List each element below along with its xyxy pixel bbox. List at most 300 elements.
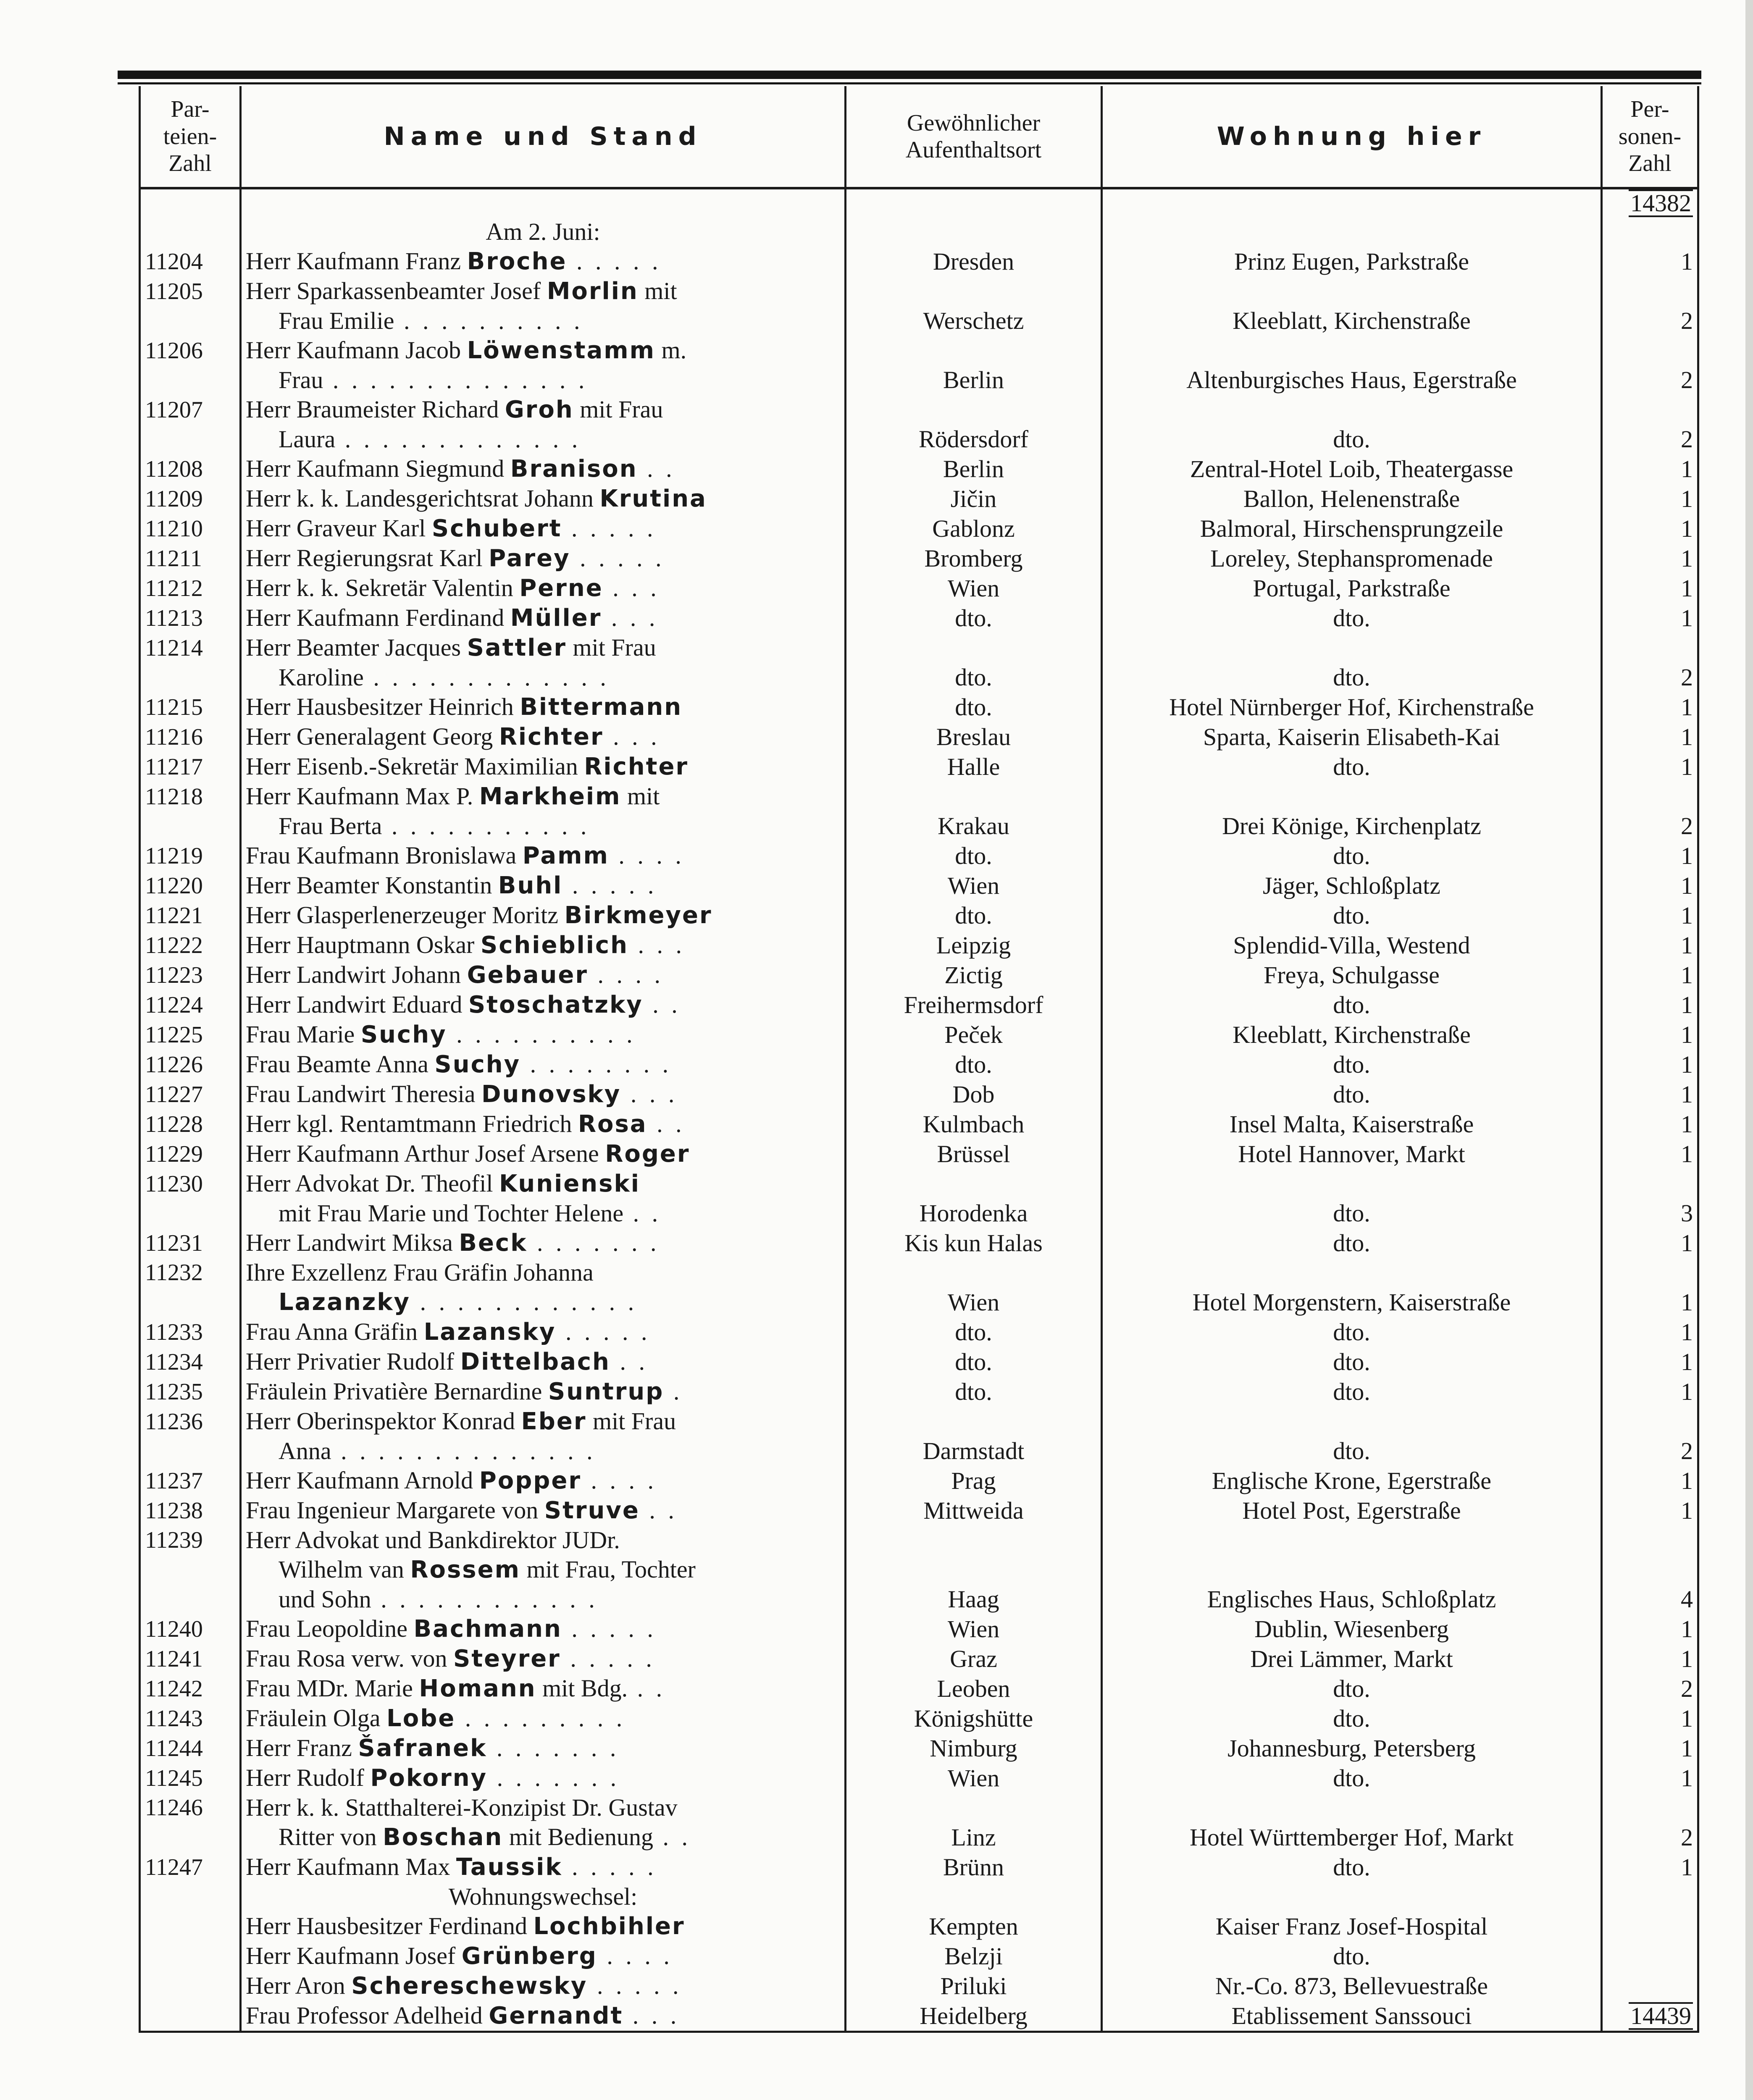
table-row (140, 1793, 1698, 1822)
cell-name-und-stand (241, 1347, 846, 1377)
name-text: Herr Hauptmann Oskar (246, 931, 481, 958)
cell-name-und-stand (241, 1228, 846, 1258)
cell-party-number: 11218 (140, 782, 241, 811)
name-text: Herr Kaufmann Ferdinand (246, 604, 510, 631)
surname: Taussik (456, 1853, 562, 1881)
cell-name-und-stand (241, 1585, 846, 1614)
cell-wohnung: Drei Könige, Kirchenplatz (1102, 811, 1602, 841)
cell-aufenthaltsort (846, 1555, 1102, 1585)
cell-party-number: 11225 (140, 1020, 241, 1050)
header-personen-zahl (1602, 86, 1698, 188)
cell-wohnung: Splendid-Villa, Westend (1102, 930, 1602, 960)
table-row (140, 960, 1698, 990)
surname: Rosa (578, 1110, 647, 1138)
cell-aufenthaltsort: Wien (846, 1614, 1102, 1644)
cell-aufenthaltsort: Krakau (846, 811, 1102, 841)
section-row (140, 217, 1698, 247)
leader-dots: . . (623, 1200, 662, 1227)
header-ort-line2: Aufenthaltsort (905, 137, 1042, 163)
cell-personen (1602, 1169, 1698, 1199)
table-row (140, 900, 1698, 930)
cell-wohn (1102, 1882, 1602, 1911)
cell-personen: 1 (1602, 1347, 1698, 1377)
section-heading: Wohnungswechsel: (241, 1882, 846, 1911)
cell-personen: 1 (1602, 247, 1698, 276)
surname: Stoschatzky (468, 991, 643, 1018)
table-row (140, 306, 1698, 336)
cell-personen: 1 (1602, 1704, 1698, 1733)
cell-wohnung: Freya, Schulgasse (1102, 960, 1602, 990)
cell-party-number (140, 1287, 241, 1317)
header-ort-line1: Gewöhnlicher (907, 110, 1041, 136)
cell-nr (140, 1882, 241, 1911)
cell-party-number: 11221 (140, 900, 241, 930)
cell-aufenthaltsort: Freihermsdorf (846, 990, 1102, 1020)
surname: Popper (479, 1467, 581, 1494)
cell-aufenthaltsort (846, 1793, 1102, 1822)
cell-name-und-stand (241, 365, 846, 395)
table-row (140, 1525, 1698, 1555)
table-row (140, 1169, 1698, 1199)
cell-aufenthaltsort: Berlin (846, 454, 1102, 484)
cell-pers (1602, 1882, 1698, 1911)
cell-party-number: 11242 (140, 1674, 241, 1704)
cell-wohnung: dto. (1102, 425, 1602, 454)
table-row (140, 365, 1698, 395)
cell-party-number: 11223 (140, 960, 241, 990)
name-text: Fräulein Olga (246, 1704, 387, 1732)
name-text: Frau Anna Gräfin (246, 1318, 424, 1345)
name-text: Herr k. k. Landesgerichtsrat Johann (246, 485, 600, 512)
cell-personen: 2 (1602, 425, 1698, 454)
cell-name-und-stand (241, 1139, 846, 1169)
header-nr-line2: teien- (163, 123, 217, 150)
cell-wohnung: Englisches Haus, Schloßplatz (1102, 1585, 1602, 1614)
cell-wohnung: dto. (1102, 1674, 1602, 1704)
cell-pers (1602, 217, 1698, 247)
surname: Steyrer (453, 1645, 561, 1672)
table-row (140, 1287, 1698, 1317)
table-row (140, 1555, 1698, 1585)
name-text: Herr Generalagent Georg (246, 723, 499, 750)
header-nr-line1: Par- (171, 96, 210, 123)
name-text: Laura (279, 425, 336, 453)
name-text: Frau Ingenieur Margarete von (246, 1496, 544, 1524)
table-row (140, 573, 1698, 603)
leader-dots: . . (639, 1496, 678, 1524)
surname: Gernandt (489, 2002, 623, 2029)
name-text: Frau (279, 366, 323, 394)
table-body (140, 188, 1698, 2032)
table-row (140, 1941, 1698, 1971)
cell-name-und-stand (241, 1852, 846, 1882)
name-text: Herr Beamter Jacques (246, 634, 467, 661)
leader-dots: . . . . . (556, 1318, 651, 1345)
surname: Groh (505, 396, 574, 423)
cell-aufenthaltsort: Brüssel (846, 1139, 1102, 1169)
name-suffix: mit (638, 277, 677, 304)
cell-wohnung (1102, 276, 1602, 306)
cell-name (241, 188, 846, 217)
leader-dots: . (664, 1378, 683, 1405)
cell-personen: 1 (1602, 1079, 1698, 1109)
cell-wohnung (1102, 1525, 1602, 1555)
cell-wohnung: Zentral-Hotel Loib, Theatergasse (1102, 454, 1602, 484)
cell-wohnung: Hotel Württemberger Hof, Markt (1102, 1822, 1602, 1852)
leader-dots: . . . . . . . . . (455, 1704, 626, 1732)
cell-personen: 1 (1602, 1109, 1698, 1139)
name-suffix: mit (621, 782, 660, 810)
header-pers-line2: sonen- (1618, 123, 1682, 150)
cell-party-number (140, 425, 241, 454)
cell-party-number: 11231 (140, 1228, 241, 1258)
surname: Parey (489, 545, 570, 572)
cell-personen: 1 (1602, 1377, 1698, 1407)
cell-name-und-stand (241, 514, 846, 543)
surname: Grünberg (461, 1942, 597, 1970)
name-text: Fräulein Privatière Bernardine (246, 1378, 548, 1405)
leader-dots: . . (637, 455, 675, 482)
cell-aufenthaltsort: Darmstadt (846, 1436, 1102, 1466)
cell-personen (1602, 1258, 1698, 1287)
cell-personen: 1 (1602, 722, 1698, 752)
cell-wohnung: dto. (1102, 1852, 1602, 1882)
cell-party-number: 11246 (140, 1793, 241, 1822)
cell-personen: 2 (1602, 365, 1698, 395)
table-row (140, 514, 1698, 543)
cell-personen: 1 (1602, 990, 1698, 1020)
table-row (140, 930, 1698, 960)
surname: Beck (459, 1229, 528, 1257)
name-text: Herr Graveur Karl (246, 514, 432, 542)
cell-aufenthaltsort (846, 1525, 1102, 1555)
table-row (140, 871, 1698, 900)
table-row (140, 1228, 1698, 1258)
cell-name-und-stand (241, 247, 846, 276)
name-suffix: mit Frau (573, 396, 663, 423)
table-row (140, 1109, 1698, 1139)
table-row (140, 1347, 1698, 1377)
cell-party-number (140, 1941, 241, 1971)
table-row (140, 1020, 1698, 1050)
cell-party-number: 11232 (140, 1258, 241, 1287)
cell-party-number: 11209 (140, 484, 241, 514)
table-row (140, 276, 1698, 306)
top-rule (118, 71, 1701, 79)
cell-name-und-stand (241, 1258, 846, 1287)
surname: Pamm (522, 842, 609, 869)
cell-aufenthaltsort (846, 395, 1102, 425)
header-wohnung-hier: Wohnung hier (1102, 86, 1602, 188)
table-row (140, 990, 1698, 1020)
surname: Markheim (479, 783, 621, 810)
cell-personen: 1 (1602, 603, 1698, 633)
leader-dots: . . . . . (562, 1853, 657, 1880)
cell-personen: 2 (1602, 306, 1698, 336)
surname: Broche (467, 248, 567, 275)
name-text: Herr Kaufmann Arthur Josef Arsene (246, 1140, 605, 1167)
cell-wohnung (1102, 1407, 1602, 1436)
leader-dots: . . . (621, 1080, 678, 1108)
name-text: Herr kgl. Rentamtmann Friedrich (246, 1110, 578, 1137)
cell-party-number: 11244 (140, 1733, 241, 1763)
cell-personen: 1 (1602, 573, 1698, 603)
leader-dots: . . . . . . . . . . . . . . (331, 1437, 596, 1465)
name-text: Herr Glasperlenerzeuger Moritz (246, 901, 565, 929)
cell-wohnung: dto. (1102, 663, 1602, 692)
cell-wohnung: Hotel Post, Egerstraße (1102, 1496, 1602, 1525)
cell-wohnung: dto. (1102, 1347, 1602, 1377)
name-text: Herr Rudolf (246, 1764, 371, 1791)
table-row (140, 395, 1698, 425)
cell-aufenthaltsort: Dob (846, 1079, 1102, 1109)
cell-party-number: 11233 (140, 1317, 241, 1347)
cell-party-number (140, 811, 241, 841)
name-suffix: mit Bdg. (536, 1675, 628, 1702)
cell-personen: 1 (1602, 1852, 1698, 1882)
cell-party-number: 11204 (140, 247, 241, 276)
cell-aufenthaltsort: dto. (846, 663, 1102, 692)
cell-personen: 1 (1602, 454, 1698, 484)
surname: Suchy (434, 1051, 521, 1078)
cell-aufenthaltsort: Graz (846, 1644, 1102, 1674)
cell-party-number: 11219 (140, 841, 241, 871)
table-row (140, 752, 1698, 782)
cell-name-und-stand (241, 1199, 846, 1228)
cell-aufenthaltsort: dto. (846, 900, 1102, 930)
name-text: Frau Kaufmann Bronislawa (246, 842, 523, 869)
name-text: Frau Emilie (279, 307, 394, 334)
cell-name-und-stand (241, 1644, 846, 1674)
cell-personen: 1 (1602, 692, 1698, 722)
name-text: Frau Landwirt Theresia (246, 1080, 482, 1108)
table-row (140, 247, 1698, 276)
name-text: Herr Beamter Konstantin (246, 872, 498, 899)
name-text: Herr Kaufmann Arnold (246, 1467, 479, 1494)
header-nr-line3: Zahl (168, 150, 212, 177)
cell-name-und-stand (241, 811, 846, 841)
cell-wohnung (1102, 336, 1602, 365)
name-text: Herr Hausbesitzer Heinrich (246, 693, 520, 720)
cell-name-und-stand (241, 1020, 846, 1050)
table-row (140, 1496, 1698, 1525)
cell-party-number: 11213 (140, 603, 241, 633)
cell-aufenthaltsort: dto. (846, 603, 1102, 633)
cell-wohnung: Sparta, Kaiserin Elisabeth-Kai (1102, 722, 1602, 752)
cell-personen: 1 (1602, 1228, 1698, 1258)
cell-aufenthaltsort: dto. (846, 1377, 1102, 1407)
cell-party-number: 11238 (140, 1496, 241, 1525)
cell-name-und-stand (241, 1287, 846, 1317)
surname: Lazanzky (279, 1289, 411, 1316)
cell-aufenthaltsort: Leipzig (846, 930, 1102, 960)
cell-personen: 1 (1602, 871, 1698, 900)
name-text: Herr Eisenb.-Sekretär Maximilian (246, 753, 584, 780)
leader-dots: . . . . . . . . . . (447, 1021, 636, 1048)
leader-dots: . . . . . (562, 514, 657, 542)
name-text: Herr Kaufmann Jacob (246, 336, 467, 364)
surname: Boschan (383, 1824, 503, 1851)
cell-party-number: 11227 (140, 1079, 241, 1109)
surname: Morlin (547, 278, 639, 305)
cell-personen: 1 (1602, 960, 1698, 990)
cell-personen: 1 (1602, 1139, 1698, 1169)
name-text: Herr Franz (246, 1734, 358, 1761)
cell-aufenthaltsort: Wien (846, 1287, 1102, 1317)
table-row (140, 1377, 1698, 1407)
leader-dots: . . (610, 1348, 648, 1375)
cell-party-number: 11215 (140, 692, 241, 722)
surname: Schieblich (480, 932, 628, 959)
cell-name-und-stand (241, 692, 846, 722)
cell-wohnung: dto. (1102, 1763, 1602, 1793)
cell-wohnung: Nr.-Co. 873, Bellevuestraße (1102, 1971, 1602, 2001)
cell-personen: 2 (1602, 663, 1698, 692)
name-text: Herr Landwirt Johann (246, 961, 467, 988)
cell-name-und-stand (241, 1704, 846, 1733)
cell-personen (1602, 782, 1698, 811)
cell-personen: 1 (1602, 1020, 1698, 1050)
name-text: Herr Kaufmann Franz (246, 247, 467, 275)
cell-wohnung (1102, 1793, 1602, 1822)
name-text: Herr Hausbesitzer Ferdinand (246, 1912, 534, 1940)
cell-wohnung: Kleeblatt, Kirchenstraße (1102, 306, 1602, 336)
carry-in-total: 14382 (1629, 189, 1693, 217)
cell-personen: 1 (1602, 1644, 1698, 1674)
surname: Bachmann (413, 1615, 562, 1643)
cell-aufenthaltsort: Peček (846, 1020, 1102, 1050)
cell-party-number: 11208 (140, 454, 241, 484)
name-text: Frau Beamte Anna (246, 1050, 435, 1078)
table-row (140, 692, 1698, 722)
cell-name-und-stand (241, 1466, 846, 1496)
cell-party-number: 11229 (140, 1139, 241, 1169)
cell-wohnung: dto. (1102, 841, 1602, 871)
cell-party-number (140, 663, 241, 692)
table-row (140, 2001, 1698, 2032)
cell-name-und-stand (241, 1525, 846, 1555)
header-pers-line3: Zahl (1628, 150, 1672, 177)
cell-name-und-stand (241, 2001, 846, 2032)
name-text: Herr Landwirt Eduard (246, 991, 468, 1018)
leader-dots: . . . . . . . . . . . . . . (323, 366, 588, 394)
cell-personen: 1 (1602, 1287, 1698, 1317)
cell-ort (846, 217, 1102, 247)
cell-wohnung (1102, 395, 1602, 425)
cell-aufenthaltsort: dto. (846, 1050, 1102, 1079)
cell-aufenthaltsort: Wien (846, 871, 1102, 900)
leader-dots: . . . . (581, 1467, 657, 1494)
surname: Lazansky (423, 1318, 556, 1346)
name-text: Herr Kaufmann Josef (246, 1942, 462, 1969)
cell-aufenthaltsort: Priluki (846, 1971, 1102, 2001)
cell-party-number: 11243 (140, 1704, 241, 1733)
name-text: Herr Landwirt Miksa (246, 1229, 459, 1256)
cell-party-number (140, 1822, 241, 1852)
table-row (140, 1258, 1698, 1287)
cell-party-number: 11228 (140, 1109, 241, 1139)
surname: Bittermann (520, 693, 683, 721)
cell-party-number (140, 365, 241, 395)
leader-dots: . . . . (588, 961, 664, 988)
leader-dots: . . . . . . . . . . . . (371, 1586, 598, 1613)
cell-personen: 2 (1602, 1822, 1698, 1852)
cell-personen: 2 (1602, 1674, 1698, 1704)
cell-personen (1602, 633, 1698, 663)
cell-aufenthaltsort: Breslau (846, 722, 1102, 752)
cell-wohnung (1102, 1169, 1602, 1199)
name-suffix: mit Frau (567, 634, 656, 661)
table-row (140, 1614, 1698, 1644)
cell-party-number: 11205 (140, 276, 241, 306)
name-text: Herr k. k. Statthalterei-Konzipist Dr. Gustav (246, 1794, 678, 1821)
cell-wohnung: Englische Krone, Egerstraße (1102, 1466, 1602, 1496)
cell-name-und-stand (241, 663, 846, 692)
cell-party-number: 11235 (140, 1377, 241, 1407)
page-edge (1745, 0, 1753, 2100)
leader-dots: . . . . . (560, 1645, 655, 1672)
cell-aufenthaltsort: Halle (846, 752, 1102, 782)
cell-name-und-stand (241, 276, 846, 306)
leader-dots: . . . (603, 574, 660, 601)
cell-personen (1602, 336, 1698, 365)
cell-wohnung: Altenburgisches Haus, Egerstraße (1102, 365, 1602, 395)
cell-personen (1602, 2001, 1698, 2032)
cell-aufenthaltsort: Kempten (846, 1911, 1102, 1941)
cell-aufenthaltsort: Jičin (846, 484, 1102, 514)
table-row (140, 454, 1698, 484)
table-row (140, 1971, 1698, 2001)
surname: Branison (510, 455, 638, 483)
cell-party-number: 11230 (140, 1169, 241, 1199)
cell-wohnung: Hotel Hannover, Markt (1102, 1139, 1602, 1169)
cell-name-und-stand (241, 960, 846, 990)
cell-personen: 1 (1602, 1317, 1698, 1347)
leader-dots: . . . . . . . (527, 1229, 660, 1256)
surname: Lochbihler (533, 1913, 685, 1940)
table-header (140, 86, 1698, 188)
cell-party-number (140, 1911, 241, 1941)
name-text: Ritter von (279, 1823, 383, 1851)
name-text: Herr Kaufmann Max (246, 1853, 456, 1880)
name-text: Frau Professor Adelheid (246, 2002, 489, 2029)
cell-party-number (140, 1585, 241, 1614)
cell-name-und-stand (241, 336, 846, 365)
name-text: Frau Leopoldine (246, 1615, 414, 1642)
table-row (140, 722, 1698, 752)
table-row (140, 841, 1698, 871)
table-row (140, 782, 1698, 811)
name-text: Herr Sparkassenbeamter Josef (246, 277, 547, 304)
cell-personen (1602, 1555, 1698, 1585)
cell-party-number: 11241 (140, 1644, 241, 1674)
cell-wohnung: Balmoral, Hirschensprungzeile (1102, 514, 1602, 543)
cell-nr (140, 188, 241, 217)
table-row (140, 1139, 1698, 1169)
cell-name-und-stand (241, 603, 846, 633)
cell-name-und-stand (241, 573, 846, 603)
cell-aufenthaltsort: Wien (846, 1763, 1102, 1793)
cell-party-number: 11216 (140, 722, 241, 752)
table-row (140, 1050, 1698, 1079)
leader-dots: . . . (602, 604, 659, 631)
surname: Schubert (431, 515, 562, 542)
cell-party-number: 11217 (140, 752, 241, 782)
cell-name-und-stand (241, 1733, 846, 1763)
name-text: Frau MDr. Marie (246, 1675, 419, 1702)
leader-dots: . . (647, 1110, 685, 1137)
leader-dots: . . . (628, 931, 685, 958)
